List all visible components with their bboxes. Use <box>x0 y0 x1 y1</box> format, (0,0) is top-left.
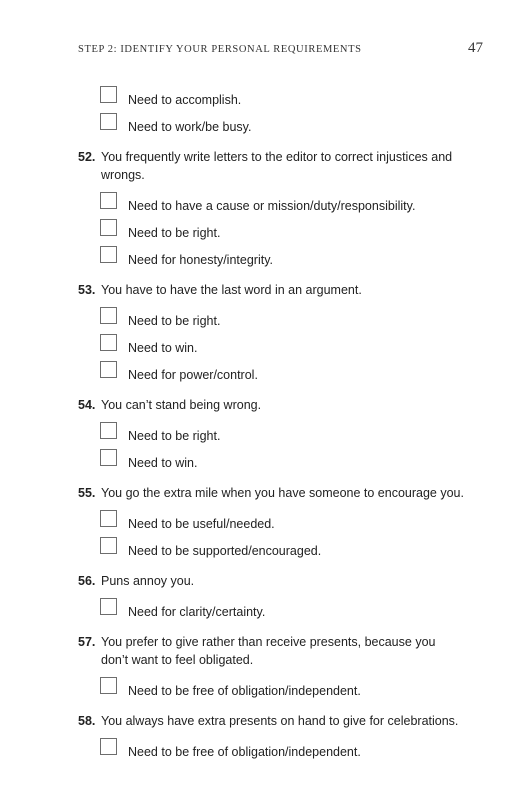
option-item <box>0 334 525 361</box>
question-number: 57. <box>78 635 96 649</box>
option-label: Need to be right. <box>128 226 221 240</box>
option-label: Need to be supported/encouraged. <box>128 544 322 558</box>
checkbox[interactable] <box>100 537 117 554</box>
question-53 <box>0 281 525 299</box>
question-57 <box>0 633 525 669</box>
option-label: Need to have a cause or mission/duty/responsibility. <box>128 199 416 213</box>
checkbox[interactable] <box>100 738 117 755</box>
checkbox[interactable] <box>100 361 117 378</box>
option-label: Need to win. <box>128 341 198 355</box>
question-54 <box>0 396 525 414</box>
question-text: You go the extra mile when you have someone to encourage you. <box>101 486 464 500</box>
checkbox[interactable] <box>100 219 117 236</box>
question-number: 54. <box>78 398 96 412</box>
option-item <box>0 113 525 140</box>
checkbox[interactable] <box>100 422 117 439</box>
option-item <box>0 677 525 704</box>
option-item <box>0 449 525 476</box>
checkbox[interactable] <box>100 86 117 103</box>
option-item <box>0 219 525 246</box>
question-text: You prefer to give rather than receive presents, because you don’t want to feel obligated. <box>101 635 436 667</box>
question-number: 52. <box>78 150 96 164</box>
option-label: Need to work/be busy. <box>128 120 252 134</box>
question-number: 58. <box>78 714 96 728</box>
option-label: Need to be useful/needed. <box>128 517 275 531</box>
question-text: You always have extra presents on hand to give for celebrations. <box>101 714 459 728</box>
option-item <box>0 192 525 219</box>
checkbox[interactable] <box>100 449 117 466</box>
option-label: Need to be right. <box>128 314 221 328</box>
question-text: You can’t stand being wrong. <box>101 398 262 412</box>
option-label: Need to win. <box>128 456 198 470</box>
question-56 <box>0 572 525 590</box>
checkbox[interactable] <box>100 307 117 324</box>
option-item <box>0 510 525 537</box>
option-item <box>0 738 525 765</box>
option-label: Need to be free of obligation/independent. <box>128 684 361 698</box>
option-label: Need to accomplish. <box>128 93 242 107</box>
checkbox[interactable] <box>100 192 117 209</box>
question-number: 55. <box>78 486 96 500</box>
checkbox[interactable] <box>100 246 117 263</box>
checkbox[interactable] <box>100 598 117 615</box>
question-text: You have to have the last word in an argument. <box>101 283 362 297</box>
option-item <box>0 361 525 388</box>
option-item <box>0 537 525 564</box>
checkbox[interactable] <box>100 677 117 694</box>
question-55 <box>0 484 525 502</box>
option-item <box>0 422 525 449</box>
question-number: 56. <box>78 574 96 588</box>
option-label: Need to be right. <box>128 429 221 443</box>
option-item <box>0 598 525 625</box>
question-58 <box>0 712 525 730</box>
question-text: Puns annoy you. <box>101 574 195 588</box>
questionnaire <box>0 86 525 765</box>
option-item <box>0 86 525 113</box>
checkbox[interactable] <box>100 113 117 130</box>
option-item <box>0 246 525 273</box>
option-label: Need for power/control. <box>128 368 258 382</box>
option-label: Need for honesty/integrity. <box>128 253 273 267</box>
checkbox[interactable] <box>100 510 117 527</box>
page-number: 47 <box>468 40 483 56</box>
page-header <box>0 36 525 60</box>
question-52 <box>0 148 525 184</box>
question-number: 53. <box>78 283 96 297</box>
option-label: Need for clarity/certainty. <box>128 605 266 619</box>
checkbox[interactable] <box>100 334 117 351</box>
running-title: STEP 2: IDENTIFY YOUR PERSONAL REQUIREMENTS <box>78 44 362 55</box>
option-label: Need to be free of obligation/independent. <box>128 745 361 759</box>
question-text: You frequently write letters to the editor to correct injustices and wrongs. <box>101 150 453 182</box>
option-item <box>0 307 525 334</box>
